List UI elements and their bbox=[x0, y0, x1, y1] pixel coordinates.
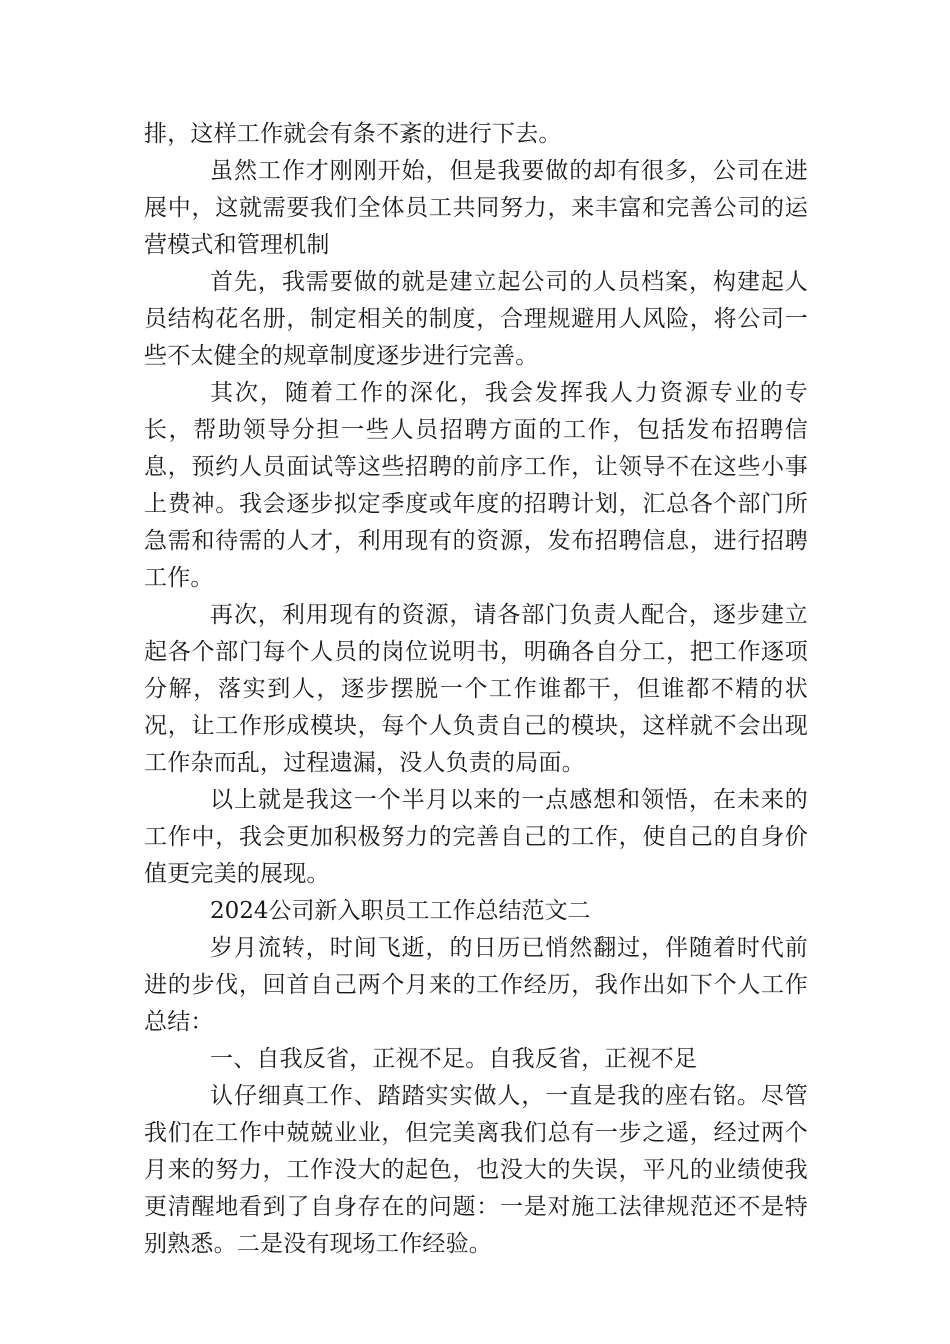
paragraph-first: 首先，我需要做的就是建立起公司的人员档案，构建起人员结构花名册，制定相关的制度，合理规避用人风险，将公司一些不太健全的规章制度逐步进行完善。 bbox=[144, 269, 808, 369]
paragraph-conclusion: 以上就是我这一个半月以来的一点感想和领悟，在未来的工作中，我会更加积极努力的完善自己的工作，使自己的自身价值更完美的展现。 bbox=[144, 787, 808, 887]
subheading-self-reflection: 一、自我反省，正视不足。自我反省，正视不足 bbox=[210, 1046, 698, 1072]
paragraph-motto: 认仔细真工作、踏踏实实做人，一直是我的座右铭。尽管我们在工作中兢兢业业，但完美离我们总有一步之遥，经过两个月来的努力，工作没大的起色，也没大的失误，平凡的业绩使我更清醒地看到了自身存在的问题：一是对施工法律规范还不是特别熟悉。二是没有现场工作经验。 bbox=[144, 1083, 808, 1257]
paragraph-second: 其次，随着工作的深化，我会发挥我人力资源专业的专长，帮助领导分担一些人员招聘方面的工作，包括发布招聘信息，预约人员面试等这些招聘的前序工作，让领导不在这些小事上费神。我会逐步拟定季度或年度的招聘计划，汇总各个部门所急需和待需的人才，利用现有的资源，发布招聘信息，进行招聘工作。 bbox=[144, 380, 808, 591]
paragraph-continuation: 排，这样工作就会有条不紊的进行下去。 bbox=[144, 121, 562, 147]
section-heading: 2024公司新入职员工工作总结范文二 bbox=[210, 898, 591, 924]
paragraph-third: 再次，利用现有的资源，请各部门负责人配合，逐步建立起各个部门每个人员的岗位说明书，明确各自分工，把工作逐项分解，落实到人，逐步摆脱一个工作谁都干，但谁都不精的状况，让工作形成模块，每个人负责自己的模块，这样就不会出现工作杂而乱，过程遗漏，没人负责的局面。 bbox=[144, 602, 808, 776]
document-body bbox=[144, 116, 808, 1263]
paragraph-opening: 岁月流转，时间飞逝，的日历已悄然翻过，伴随着时代前进的步伐，回首自己两个月来的工作经历，我作出如下个人工作总结： bbox=[144, 935, 808, 1035]
paragraph-intro: 虽然工作才刚刚开始，但是我要做的却有很多，公司在进展中，这就需要我们全体员工共同努力，来丰富和完善公司的运营模式和管理机制 bbox=[144, 158, 808, 258]
